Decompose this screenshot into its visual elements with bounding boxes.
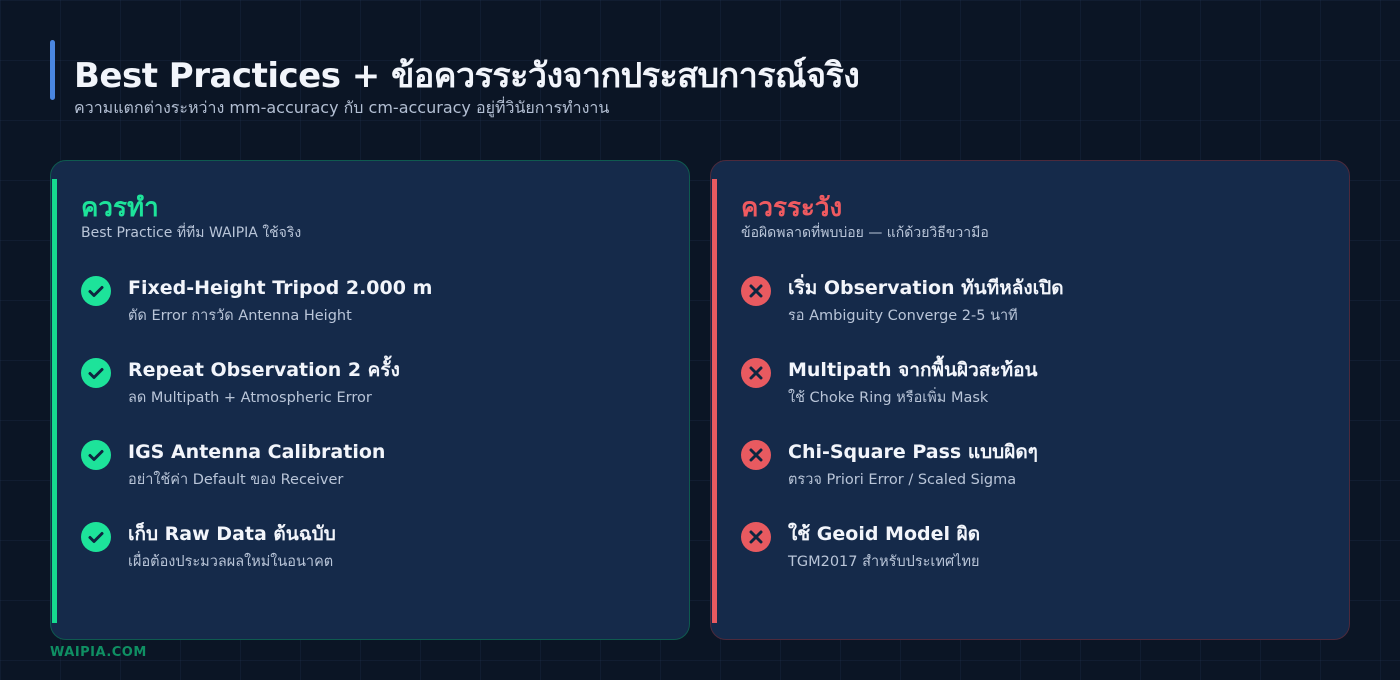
item-title: เริ่ม Observation ทันทีหลังเปิด bbox=[788, 277, 1064, 299]
x-icon bbox=[741, 522, 771, 552]
list-item bbox=[741, 521, 1064, 603]
item-title: IGS Antenna Calibration bbox=[128, 441, 386, 463]
list-item bbox=[81, 521, 432, 603]
item-sub: ใช้ Choke Ring หรือเพิ่ม Mask bbox=[788, 390, 989, 406]
item-title: Multipath จากพื้นผิวสะท้อน bbox=[788, 359, 1038, 381]
x-icon bbox=[741, 440, 771, 470]
do-card bbox=[50, 160, 690, 640]
dont-card-desc: ข้อผิดพลาดที่พบบ่อย — แก้ด้วยวิธีขวามือ bbox=[741, 225, 989, 241]
list-item bbox=[741, 357, 1064, 439]
item-title: เก็บ Raw Data ต้นฉบับ bbox=[128, 523, 336, 545]
item-title: Chi-Square Pass แบบผิดๆ bbox=[788, 441, 1038, 463]
footer-brand: WAIPIA.COM bbox=[50, 645, 147, 660]
item-title: Repeat Observation 2 ครั้ง bbox=[128, 359, 400, 381]
list-item bbox=[741, 439, 1064, 521]
page-title: Best Practices + ข้อควรระวังจากประสบการณ์จริง bbox=[74, 56, 860, 96]
check-icon bbox=[81, 358, 111, 388]
page-subtitle: ความแตกต่างระหว่าง mm-accuracy กับ cm-accuracy อยู่ที่วินัยการทำงาน bbox=[74, 98, 610, 117]
item-sub: ตรวจ Priori Error / Scaled Sigma bbox=[788, 472, 1017, 488]
list-item bbox=[81, 275, 432, 357]
item-sub: TGM2017 สำหรับประเทศไทย bbox=[788, 554, 980, 570]
list-item bbox=[81, 439, 432, 521]
list-item bbox=[81, 357, 432, 439]
do-card-title: ควรทำ bbox=[81, 193, 159, 223]
item-sub: ตัด Error การวัด Antenna Height bbox=[128, 308, 352, 324]
item-title: ใช้ Geoid Model ผิด bbox=[788, 523, 981, 545]
item-sub: ลด Multipath + Atmospheric Error bbox=[128, 390, 372, 406]
check-icon bbox=[81, 522, 111, 552]
item-sub: เผื่อต้องประมวลผลใหม่ในอนาคต bbox=[128, 554, 334, 570]
do-card-desc: Best Practice ที่ทีม WAIPIA ใช้จริง bbox=[81, 225, 302, 241]
item-title: Fixed-Height Tripod 2.000 m bbox=[128, 277, 433, 299]
do-card-accent bbox=[52, 179, 57, 623]
item-sub: อย่าใช้ค่า Default ของ Receiver bbox=[128, 472, 344, 488]
list-item bbox=[741, 275, 1064, 357]
check-icon bbox=[81, 440, 111, 470]
dont-card-accent bbox=[712, 179, 717, 623]
x-icon bbox=[741, 358, 771, 388]
x-icon bbox=[741, 276, 771, 306]
title-accent-bar bbox=[50, 40, 55, 100]
item-sub: รอ Ambiguity Converge 2-5 นาที bbox=[788, 308, 1018, 324]
check-icon bbox=[81, 276, 111, 306]
dont-card bbox=[710, 160, 1350, 640]
dont-card-title: ควรระวัง bbox=[741, 193, 843, 223]
